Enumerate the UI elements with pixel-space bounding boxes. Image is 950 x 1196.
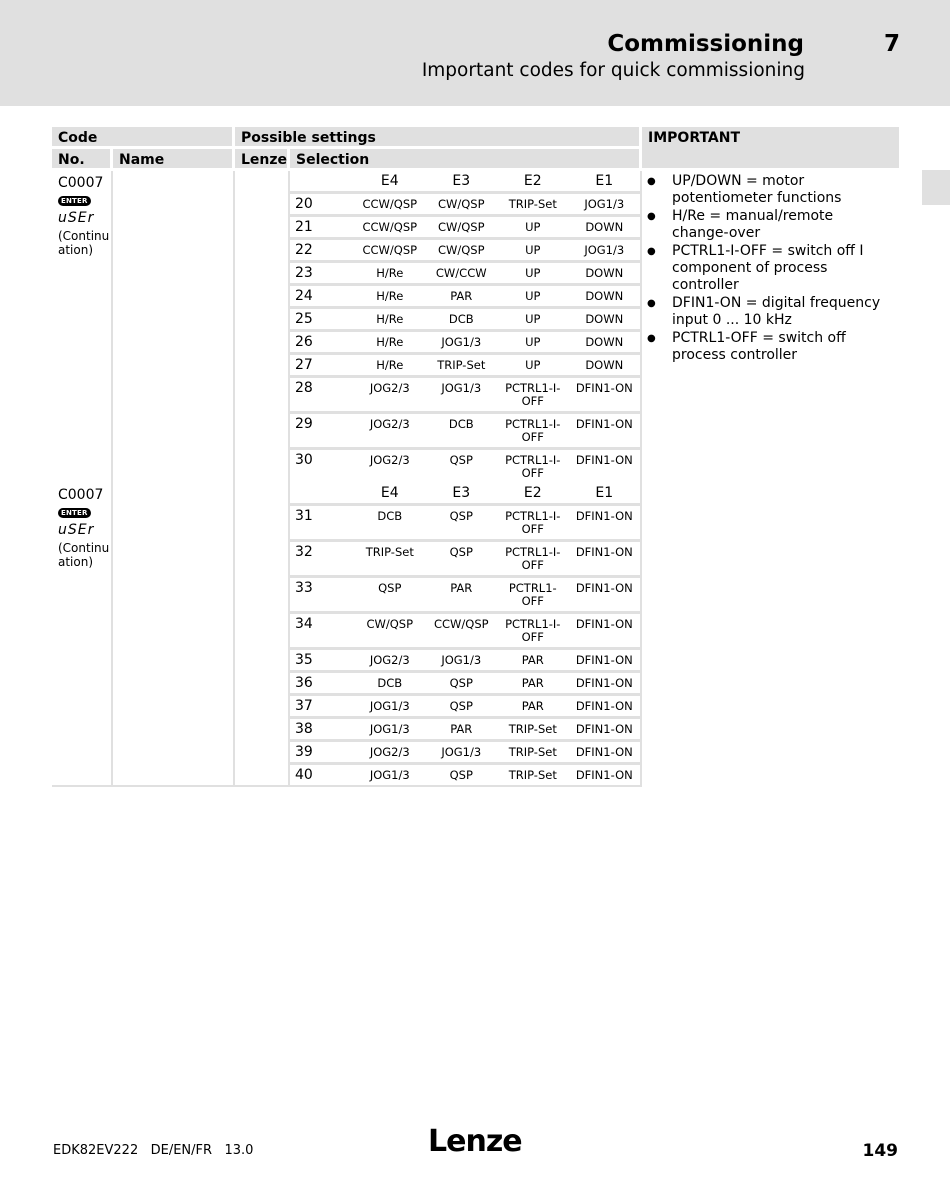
selection-number: 21 bbox=[290, 216, 354, 239]
selection-value: CCW/QSP bbox=[354, 239, 426, 262]
selection-row bbox=[290, 541, 640, 577]
selection-value: DOWN bbox=[569, 285, 641, 308]
selection-number: 20 bbox=[290, 193, 354, 216]
selection-value: DFIN1-ON bbox=[575, 453, 633, 467]
header-selection: Selection bbox=[290, 149, 642, 171]
selection-value: CW/QSP bbox=[354, 613, 426, 649]
code-cell bbox=[52, 483, 113, 787]
selection-value: JOG2/3 bbox=[354, 413, 426, 449]
selection-value: DFIN1-ON bbox=[575, 768, 633, 782]
selection-value: DFIN1-ON bbox=[569, 672, 641, 695]
selection-value: CW/CCW bbox=[426, 262, 498, 285]
selection-value: QSP bbox=[426, 505, 498, 541]
inputs-header-row bbox=[290, 171, 640, 193]
note-item: ● H/Re = manual/remote change-over bbox=[647, 208, 893, 242]
selection-value: DFIN1-ON bbox=[569, 377, 641, 413]
selection-row bbox=[290, 377, 640, 413]
selection-number: 24 bbox=[290, 285, 354, 308]
selection-value: TRIP-Set bbox=[354, 541, 426, 577]
selection-value: PCTRL1-I-OFF bbox=[497, 541, 569, 577]
selection-row bbox=[290, 613, 640, 649]
codes-table bbox=[52, 127, 899, 787]
selection-value: JOG1/3 bbox=[426, 377, 498, 413]
selection-number: 25 bbox=[290, 308, 354, 331]
selection-value: JOG1/3 bbox=[569, 239, 641, 262]
selection-value: CCW/QSP bbox=[354, 216, 426, 239]
name-cell bbox=[113, 483, 235, 787]
selection-value: DCB bbox=[354, 505, 426, 541]
selection-number: 31 bbox=[290, 505, 354, 541]
enter-key-icon: ENTER bbox=[58, 508, 91, 518]
selection-value: QSP bbox=[354, 577, 426, 613]
header-name: Name bbox=[113, 149, 235, 171]
selection-value: PAR bbox=[426, 285, 498, 308]
selection-number: 32 bbox=[290, 541, 354, 577]
selection-value: QSP bbox=[426, 541, 498, 577]
selection-row bbox=[290, 331, 640, 354]
selection-value: JOG2/3 bbox=[369, 453, 410, 467]
selection-number: 33 bbox=[290, 577, 354, 613]
selection-value: DCB bbox=[354, 672, 426, 695]
selection-value: PAR bbox=[497, 695, 569, 718]
selection-value: JOG2/3 bbox=[354, 649, 426, 672]
selection-value: QSP bbox=[449, 768, 473, 782]
selection-table bbox=[290, 171, 640, 483]
selection-value: JOG1/3 bbox=[369, 768, 410, 782]
selection-number: 28 bbox=[290, 377, 354, 413]
chapter-number: 7 bbox=[884, 31, 901, 57]
selection-value: JOG1/3 bbox=[354, 718, 426, 741]
selection-row bbox=[290, 505, 640, 541]
display-code: uSEr bbox=[58, 210, 95, 226]
selection-value: UP bbox=[497, 285, 569, 308]
selection-number: 22 bbox=[290, 239, 354, 262]
display-code: uSEr bbox=[58, 522, 95, 538]
selection-row bbox=[290, 764, 640, 786]
selection-row bbox=[290, 193, 640, 216]
selection-row bbox=[290, 649, 640, 672]
selection-value: JOG1/3 bbox=[354, 695, 426, 718]
inputs-header-row bbox=[290, 483, 640, 505]
code-number: C0007 bbox=[58, 175, 104, 191]
selection-row bbox=[290, 741, 640, 764]
continuation-note: (Continu ation) bbox=[58, 541, 110, 569]
selection-value: QSP bbox=[449, 453, 473, 467]
selection-value: UP bbox=[497, 308, 569, 331]
selection-row bbox=[290, 216, 640, 239]
selection-value: DFIN1-ON bbox=[569, 649, 641, 672]
selection-row bbox=[290, 354, 640, 377]
selection-value: CW/QSP bbox=[426, 193, 498, 216]
inputs-header-blank bbox=[290, 483, 354, 505]
selection-value: JOG1/3 bbox=[426, 741, 498, 764]
selection-number: 29 bbox=[290, 413, 354, 449]
code-number: C0007 bbox=[58, 487, 104, 503]
selection-value: H/Re bbox=[354, 308, 426, 331]
selection-number: 26 bbox=[290, 331, 354, 354]
selection-number: 40 bbox=[295, 767, 313, 783]
continuation-note: (Continu ation) bbox=[58, 229, 110, 257]
selection-value: QSP bbox=[426, 695, 498, 718]
selection-number: 34 bbox=[290, 613, 354, 649]
lenze-logo: Lenze bbox=[428, 1124, 522, 1159]
selection-value: TRIP-Set bbox=[497, 718, 569, 741]
selection-value: JOG1/3 bbox=[569, 193, 641, 216]
selection-value: DFIN1-ON bbox=[569, 413, 641, 449]
enter-key-icon: ENTER bbox=[58, 196, 91, 206]
selection-value: H/Re bbox=[354, 331, 426, 354]
page-subtitle: Important codes for quick commissioning bbox=[421, 60, 805, 81]
header-lenze: Lenze bbox=[235, 149, 290, 171]
page-number: 149 bbox=[862, 1141, 898, 1161]
selection-value: JOG1/3 bbox=[426, 331, 498, 354]
selection-value: PCTRL1-I-OFF bbox=[497, 613, 569, 649]
header-code: Code bbox=[52, 127, 235, 149]
important-notes-list bbox=[647, 173, 893, 364]
selection-value: PAR bbox=[497, 672, 569, 695]
selection-value: DFIN1-ON bbox=[569, 613, 641, 649]
selection-value: TRIP-Set bbox=[426, 354, 498, 377]
lenze-cell bbox=[235, 171, 290, 483]
selection-value: PAR bbox=[426, 577, 498, 613]
selection-row bbox=[290, 413, 640, 449]
name-cell bbox=[113, 171, 235, 483]
selection-number: 30 bbox=[295, 452, 313, 468]
selection-value: PCTRL1-I-OFF bbox=[505, 453, 561, 480]
selection-cell bbox=[290, 483, 642, 787]
inputs-header-cell: E3 bbox=[426, 483, 498, 505]
inputs-header-cell: E1 bbox=[569, 483, 641, 505]
selection-row bbox=[290, 262, 640, 285]
selection-row bbox=[290, 672, 640, 695]
selection-cell bbox=[290, 171, 642, 483]
page-title: Commissioning bbox=[607, 31, 804, 57]
inputs-header-cell: E4 bbox=[354, 171, 426, 193]
selection-value: DOWN bbox=[569, 308, 641, 331]
selection-value: DOWN bbox=[569, 354, 641, 377]
selection-row bbox=[290, 449, 640, 484]
selection-value: UP bbox=[497, 262, 569, 285]
selection-value: DFIN1-ON bbox=[569, 718, 641, 741]
lenze-cell bbox=[235, 483, 290, 787]
selection-row bbox=[290, 239, 640, 262]
inputs-header-cell: E2 bbox=[497, 171, 569, 193]
selection-value: DOWN bbox=[569, 216, 641, 239]
selection-value: DOWN bbox=[569, 331, 641, 354]
selection-value: CW/QSP bbox=[426, 216, 498, 239]
selection-value: DFIN1-ON bbox=[569, 577, 641, 613]
header-possible-settings: Possible settings bbox=[235, 127, 642, 149]
note-item: ● PCTRL1-OFF = switch off process controller bbox=[647, 330, 893, 364]
selection-value: PAR bbox=[426, 718, 498, 741]
selection-number: 39 bbox=[290, 741, 354, 764]
code-group-1 bbox=[52, 171, 899, 483]
inputs-header-cell: E2 bbox=[497, 483, 569, 505]
selection-value: DFIN1-ON bbox=[569, 741, 641, 764]
note-item: ● DFIN1-ON = digital frequency input 0 ... 10 kHz bbox=[647, 295, 893, 329]
note-item: ● PCTRL1-I-OFF = switch off I component of process controller bbox=[647, 243, 893, 294]
selection-row bbox=[290, 577, 640, 613]
header-band bbox=[0, 0, 950, 106]
inputs-header-cell: E3 bbox=[426, 171, 498, 193]
selection-value: CW/QSP bbox=[426, 239, 498, 262]
important-cell bbox=[642, 171, 899, 787]
selection-value: TRIP-Set bbox=[497, 741, 569, 764]
selection-value: CCW/QSP bbox=[426, 613, 498, 649]
inputs-header-cell: E1 bbox=[569, 171, 641, 193]
selection-value: PCTRL1-I-OFF bbox=[497, 413, 569, 449]
selection-number: 23 bbox=[290, 262, 354, 285]
selection-number: 27 bbox=[290, 354, 354, 377]
selection-value: JOG1/3 bbox=[426, 649, 498, 672]
code-cell bbox=[52, 171, 113, 483]
selection-value: DFIN1-ON bbox=[569, 505, 641, 541]
selection-value: TRIP-Set bbox=[497, 193, 569, 216]
selection-value: UP bbox=[497, 239, 569, 262]
selection-value: TRIP-Set bbox=[508, 768, 557, 782]
selection-value: PCTRL1-I-OFF bbox=[497, 377, 569, 413]
selection-row bbox=[290, 285, 640, 308]
selection-number: 36 bbox=[290, 672, 354, 695]
selection-number: 35 bbox=[290, 649, 354, 672]
header-important: IMPORTANT bbox=[642, 127, 899, 171]
selection-value: CCW/QSP bbox=[354, 193, 426, 216]
document-id: EDK82EV222 DE/EN/FR 13.0 bbox=[53, 1143, 254, 1158]
note-item: ● UP/DOWN = motor potentiometer functions bbox=[647, 173, 893, 207]
inputs-header-cell: E4 bbox=[354, 483, 426, 505]
selection-value: DCB bbox=[426, 308, 498, 331]
selection-value: UP bbox=[497, 216, 569, 239]
chapter-side-tab bbox=[922, 170, 950, 205]
selection-value: DFIN1-ON bbox=[569, 541, 641, 577]
selection-value: JOG2/3 bbox=[354, 377, 426, 413]
selection-value: JOG2/3 bbox=[354, 741, 426, 764]
selection-value: DOWN bbox=[569, 262, 641, 285]
selection-value: H/Re bbox=[354, 354, 426, 377]
selection-number: 38 bbox=[290, 718, 354, 741]
inputs-header-blank bbox=[290, 171, 354, 193]
selection-value: H/Re bbox=[354, 285, 426, 308]
selection-value: PAR bbox=[497, 649, 569, 672]
selection-number: 37 bbox=[290, 695, 354, 718]
selection-value: UP bbox=[497, 354, 569, 377]
selection-table bbox=[290, 483, 640, 785]
selection-row bbox=[290, 718, 640, 741]
selection-value: H/Re bbox=[354, 262, 426, 285]
selection-row bbox=[290, 695, 640, 718]
selection-value: DFIN1-ON bbox=[569, 695, 641, 718]
selection-value: PCTRL1-OFF bbox=[497, 577, 569, 613]
selection-value: UP bbox=[497, 331, 569, 354]
selection-value: DCB bbox=[426, 413, 498, 449]
header-no: No. bbox=[52, 149, 113, 171]
selection-value: PCTRL1-I-OFF bbox=[497, 505, 569, 541]
selection-row bbox=[290, 308, 640, 331]
selection-value: QSP bbox=[426, 672, 498, 695]
